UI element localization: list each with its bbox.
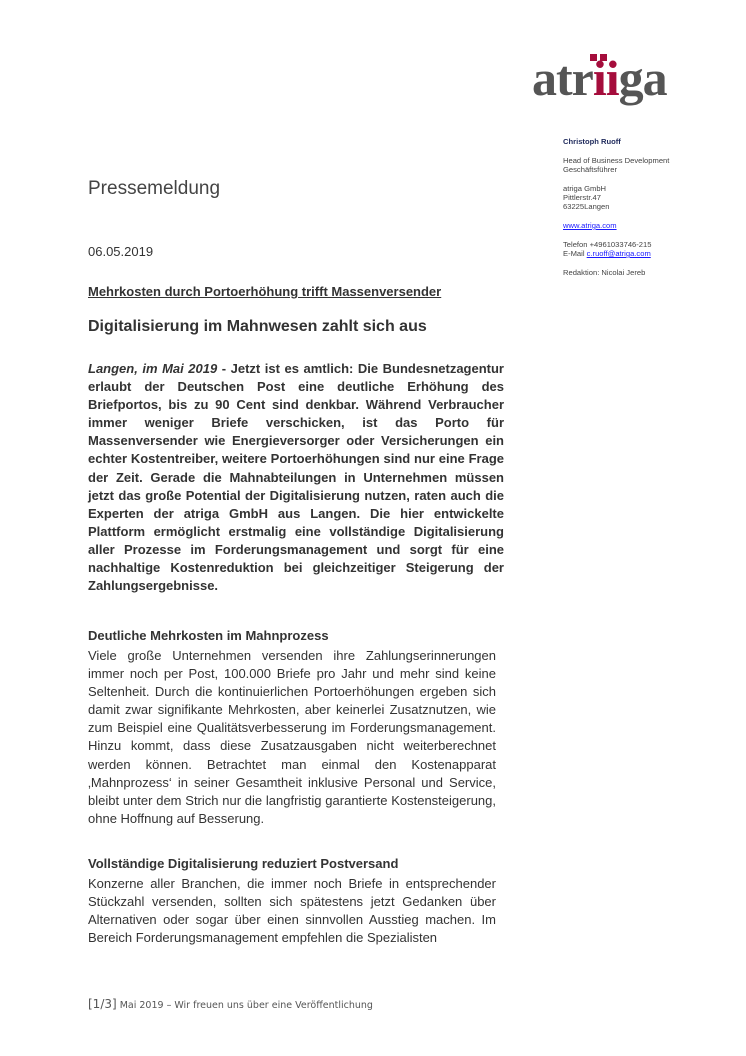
lead-text: - Jetzt ist es amtlich: Die Bundesnetzagentur erlaubt der Deutschen Post eine deutliche Erhöhung des Briefportos, bis zu 90 Cent sind denkbar. Während Verbraucher immer weniger Briefe verschicken, ist das Porto für Massenversender wie Energieversorger oder Versicherungen ein echter Kostentreiber, weitere Portoerhöhungen sind nur eine Frage der Zeit. Gerade die Mahnabteilungen in Unternehmen müssen jetzt das große Potential der Digitalisierung nutzen, raten auch die Experten der atriga GmbH aus Langen. Die hier entwickelte Plattform ermöglicht erstmalig eine vollständige Digitalisierung aller Prozesse im Forderungsmanagement und sorgt für eine nachhaltige Kostenreduktion bei gleichzeitiger Steigerung der Zahlungsergebnisse.: [88, 361, 504, 594]
section-1-text: Viele große Unternehmen versenden ihre Zahlungserinnerungen immer noch per Post, 100.000 Briefe pro Jahr und mehr sind keine Seltenheit. Durch die kontinuierlichen Portoerhöhungen ergeben sich damit zwar signifikante Mehrkosten, aber keinerlei Zusatznutzen, wie zum Beispiel eine Qualitätsverbesserung im Forderungsmanagement. Hinzu kommt, dass diese Zusatzausgaben nicht weiterberechnet werden können. Betrachtet man einmal den Kostenapparat ‚Mahnprozess‘ in seiner Gesamtheit inklusive Personal und Service, bleibt unter dem Strich nur die langfristig garantierte Kostensteigerung, ohne Hoffnung auf Besserung.: [88, 648, 496, 826]
contact-role: [563, 156, 723, 174]
page-number: [1/3]: [88, 997, 117, 1011]
contact-address: [563, 184, 723, 211]
contact-editor: Redaktion: Nicolai Jereb: [563, 268, 646, 277]
lead-paragraph: [88, 360, 504, 595]
contact-role-1: Head of Business Development: [563, 156, 670, 165]
contact-company: atriga GmbH: [563, 184, 607, 193]
contact-role-2: Geschäftsführer: [563, 165, 618, 174]
contact-website-row: [563, 221, 723, 230]
website-link[interactable]: www.atriga.com: [563, 221, 617, 230]
page-footer: [88, 997, 373, 1011]
section-2-title: Vollständige Digitalisierung reduziert Postversand: [88, 856, 399, 871]
atriga-logo: [532, 48, 702, 112]
document-type: Pressemeldung: [88, 178, 221, 199]
document-title: Digitalisierung im Mahnwesen zahlt sich aus: [88, 318, 427, 335]
contact-name: Christoph Ruoff: [563, 137, 621, 146]
contact-city: 63225Langen: [563, 202, 610, 211]
contact-email-row: [563, 249, 723, 258]
contact-phone-email: [563, 240, 723, 258]
lead-dateline: Langen, im Mai 2019: [88, 361, 218, 376]
section-2-text: Konzerne aller Branchen, die immer noch Briefe in entsprechender Stückzahl versenden, sollten sich spätestens jetzt Gedanken über Alternativen oder sogar über einen sinnvollen Ausstieg machen. Im Bereich Forderungsmanagement empfehlen die Spezialisten: [88, 876, 496, 946]
email-link[interactable]: c.ruoff@atriga.com: [586, 249, 651, 258]
contact-street: Pittlerstr.47: [563, 193, 601, 202]
email-label: E-Mail: [563, 249, 587, 258]
logo-wordmark: atriiga: [532, 50, 667, 106]
document-date: 06.05.2019: [88, 244, 154, 259]
contact-block: [563, 137, 723, 277]
document-subject: Mehrkosten durch Portoerhöhung trifft Massenversender: [88, 284, 442, 299]
section-1-title: Deutliche Mehrkosten im Mahnprozess: [88, 628, 329, 643]
contact-phone: Telefon +4961033746-215: [563, 240, 652, 249]
footer-text: Mai 2019 – Wir freuen uns über eine Veröffentlichung: [116, 1000, 373, 1011]
